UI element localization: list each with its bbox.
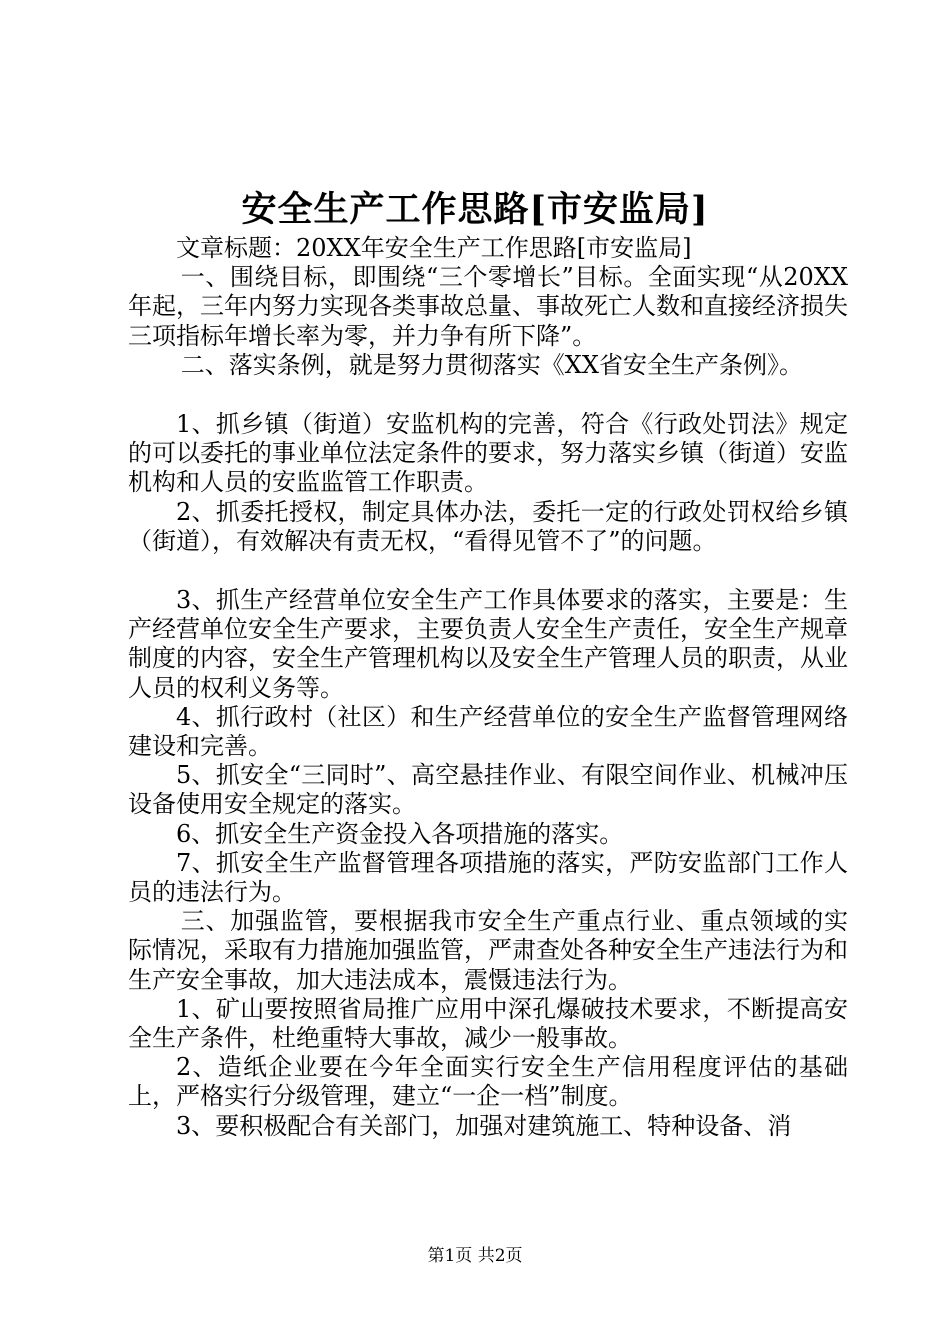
- section-3-paragraph: 三、加强监管，要根据我市安全生产重点行业、重点领域的实际情况，采取有力措施加强监管，严肃查处各种安全生产违法行为和生产安全事故，加大违法成本，震慑违法行为。: [128, 907, 848, 994]
- section-2-item-6: 6、抓安全生产资金投入各项措施的落实。: [176, 819, 624, 848]
- section-2-item-4: 4、抓行政村（社区）和生产经营单位的安全生产监督管理网络建设和完善。: [128, 702, 848, 761]
- section-2-item-3: 3、抓生产经营单位安全生产工作具体要求的落实，主要是：生产经营单位安全生产要求，主要负责人安全生产责任，安全生产规章制度的内容，安全生产管理机构以及安全生产管理人员的职责，从业人员的权利义务等。: [128, 586, 848, 702]
- article-title-line: 文章标题：20XX年安全生产工作思路[市安监局]: [176, 234, 692, 262]
- section-3-item-2: 2、造纸企业要在今年全面实行安全生产信用程度评估的基础上，严格实行分级管理，建立“一企一档”制度。: [128, 1053, 848, 1111]
- section-2-item-5: 5、抓安全“三同时”、高空悬挂作业、有限空间作业、机械冲压设备使用安全规定的落实。: [128, 761, 848, 819]
- section-3-item-3: 3、要积极配合有关部门，加强对建筑施工、特种设备、消: [176, 1111, 792, 1140]
- section-2-item-1: 1、抓乡镇（街道）安监机构的完善，符合《行政处罚法》规定的可以委托的事业单位法定条件的要求，努力落实乡镇（街道）安监机构和人员的安监监管工作职责。: [128, 410, 848, 497]
- page-number-footer: 第1页 共2页: [427, 1246, 523, 1266]
- document-body: [128, 234, 848, 1141]
- section-3-item-1: 1、矿山要按照省局推广应用中深孔爆破技术要求，不断提高安全生产条件，杜绝重特大事故，减少一般事故。: [128, 994, 848, 1053]
- section-2-item-2: 2、抓委托授权，制定具体办法，委托一定的行政处罚权给乡镇（街道），有效解决有责无权，“看得见管不了”的问题。: [128, 497, 848, 555]
- section-1-paragraph: 一、围绕目标，即围绕“三个零增长”目标。全面实现“从20XX年起，三年内努力实现各类事故总量、事故死亡人数和直接经济损失三项指标年增长率为零，并力争有所下降”。: [128, 263, 848, 350]
- section-2-paragraph: 二、落实条例，就是努力贯彻落实《XX省安全生产条例》。: [180, 350, 803, 379]
- document-title: 安全生产工作思路[市安监局]: [241, 189, 709, 230]
- section-2-item-7: 7、抓安全生产监督管理各项措施的落实，严防安监部门工作人员的违法行为。: [128, 848, 848, 907]
